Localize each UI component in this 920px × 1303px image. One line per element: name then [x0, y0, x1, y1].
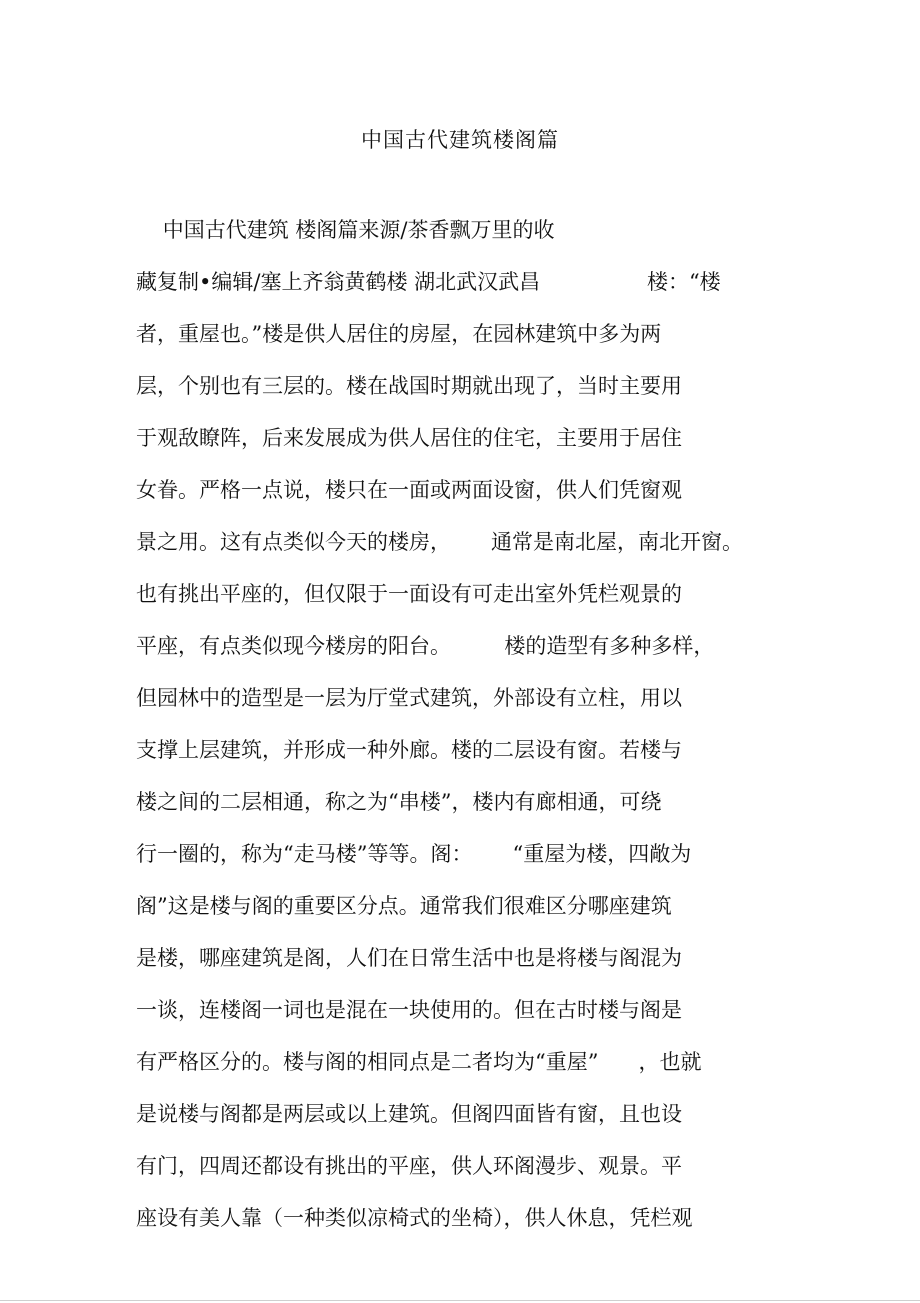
body-line: 层，个别也有三层的。楼在战国时期就出现了，当时主要用	[136, 374, 682, 398]
body-line: 藏复制•编辑/塞上齐翁黄鹤楼 湖北武汉武昌 楼：“楼	[136, 270, 721, 294]
body-line: 是楼，哪座建筑是阁，人们在日常生活中也是将楼与阁混为	[136, 946, 682, 970]
body-line: 楼之间的二层相通，称之为“串楼”，楼内有廊相通，可绕	[136, 790, 662, 814]
body-line: 阁”这是楼与阁的重要区分点。通常我们很难区分哪座建筑	[136, 894, 672, 918]
body-line: 中国古代建筑 楼阁篇来源/茶香飘万里的收	[136, 218, 555, 242]
body-line: 也有挑出平座的，但仅限于一面设有可走出室外凭栏观景的	[136, 582, 682, 606]
document-title: 中国古代建筑楼阁篇	[361, 128, 559, 152]
body-line: 是说楼与阁都是两层或以上建筑。但阁四面皆有窗，且也设	[136, 1102, 682, 1126]
body-line: 女眷。严格一点说，楼只在一面或两面设窗，供人们凭窗观	[136, 478, 682, 502]
body-line: 一谈，连楼阁一词也是混在一块使用的。但在古时楼与阁是	[136, 998, 682, 1022]
body-line: 者，重屋也。”楼是供人居住的房屋，在园林建筑中多为两	[136, 322, 662, 346]
body-line: 有门，四周还都设有挑出的平座，供人环阁漫步、观景。平	[136, 1154, 682, 1178]
body-line: 行一圈的，称为“走马楼”等等。阁： “重屋为楼，四敞为	[136, 842, 692, 866]
body-line: 平座，有点类似现今楼房的阳台。 楼的造型有多种多样，	[136, 634, 715, 658]
body-line: 景之用。这有点类似今天的楼房， 通常是南北屋，南北开窗。	[136, 530, 744, 554]
body-line: 支撑上层建筑，并形成一种外廊。楼的二层设有窗。若楼与	[136, 738, 682, 762]
body-line: 有严格区分的。楼与阁的相同点是二者均为“重屋” ，也就	[136, 1050, 702, 1074]
body-line: 但园林中的造型是一层为厅堂式建筑，外部设有立柱，用以	[136, 686, 682, 710]
body-line: 于观敌瞭阵，后来发展成为供人居住的住宅，主要用于居住	[136, 426, 682, 450]
page-bottom-divider	[0, 1300, 920, 1301]
body-line: 座设有美人靠（一种类似凉椅式的坐椅），供人休息，凭栏观	[136, 1206, 693, 1230]
